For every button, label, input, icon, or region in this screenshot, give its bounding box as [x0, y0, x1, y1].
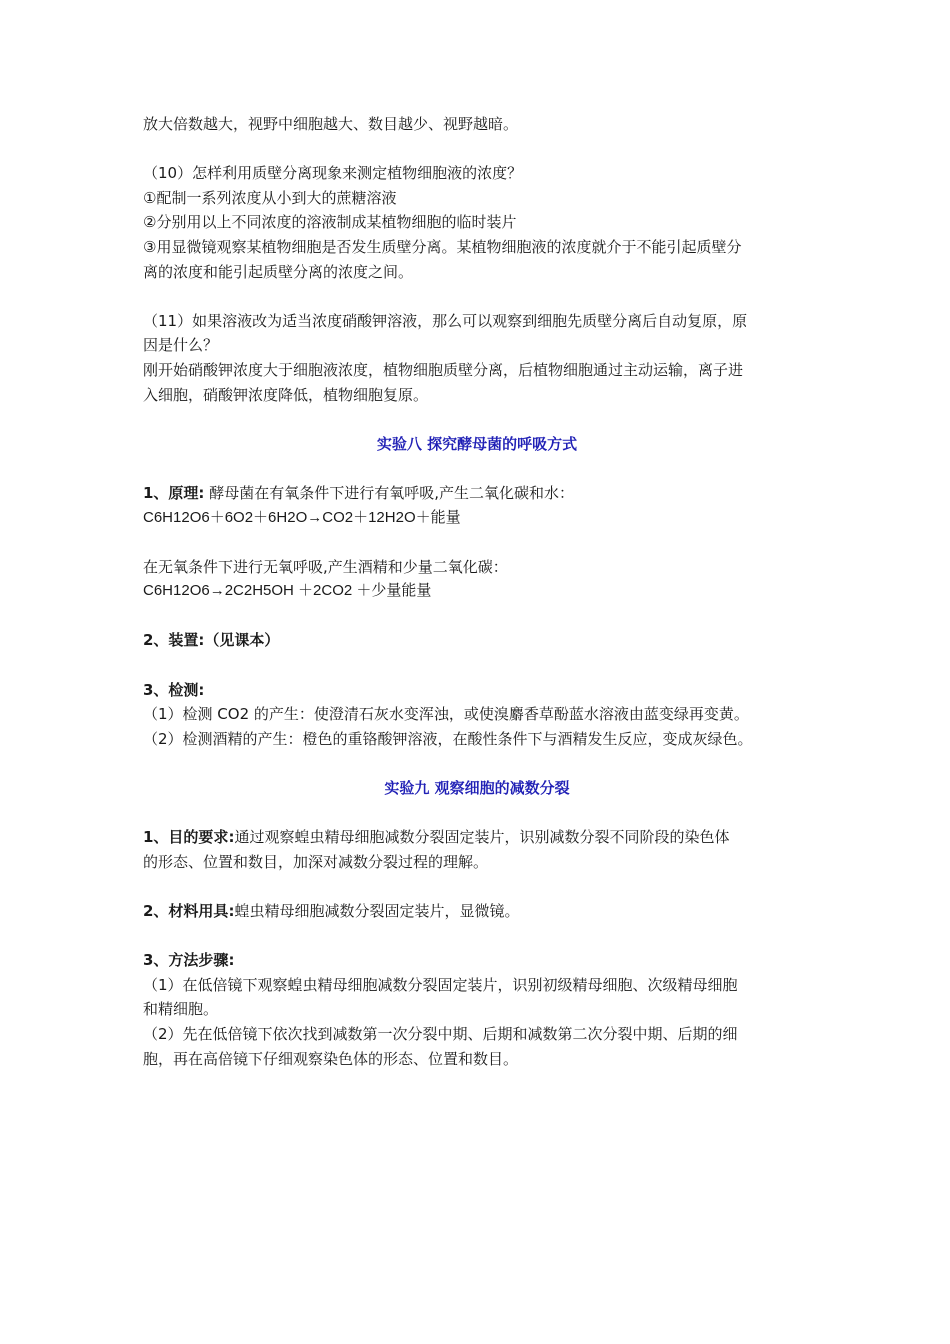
intro-line: 放大倍数越大，视野中细胞越大、数目越少、视野越暗。 [143, 115, 519, 133]
exp9-method1-line2: 和精细胞。 [143, 1000, 219, 1019]
q10-step2: ②分别用以上不同浓度的溶液制成某植物细胞的临时装片 [143, 213, 517, 232]
exp8-anaerobic-equation: C6H12O6→2C2H5OH ＋2CO2 ＋少量能量 [143, 582, 432, 600]
exp9-goal-line1 [143, 825, 811, 850]
exp8-device-label: 2、装置:（见课本） [143, 631, 280, 650]
exp8-title: 实验八 探究酵母菌的呼吸方式 [376, 434, 578, 453]
exp8-principle [143, 481, 811, 506]
q11-question-line2: 因是什么？ [143, 336, 219, 355]
exp9-method2-line2: 胞，再在高倍镜下仔细观察染色体的形态、位置和数目。 [143, 1049, 519, 1068]
q10-step3-line1: ③用显微镜观察某植物细胞是否发生质壁分离。某植物细胞液的浓度就介于不能引起质壁分 [143, 237, 742, 256]
exp8-detect1: （1）检测 CO2 的产生：使澄清石灰水变浑浊，或使溴麝香草酚蓝水溶液由蓝变绿再变黄。 [143, 705, 749, 724]
exp9-goal-label: 1、目的要求: [143, 828, 235, 847]
exp8-principle-label: 1、原理: [143, 483, 205, 502]
q11-answer-line1: 刚开始硝酸钾浓度大于细胞液浓度，植物细胞质壁分离，后植物细胞通过主动运输，离子进 [143, 360, 744, 379]
exp9-goal-text-line2: 的形态、位置和数目，加深对减数分裂过程的理解。 [143, 852, 489, 871]
exp9-method2-line1: （2）先在低倍镜下依次找到减数第一次分裂中期、后期和减数第二次分裂中期、后期的细 [143, 1024, 738, 1043]
exp9-materials [143, 899, 811, 924]
q10-step1: ①配制一系列浓度从小到大的蔗糖溶液 [143, 188, 397, 207]
document-body [143, 112, 811, 1071]
exp9-materials-label: 2、材料用具: [143, 902, 235, 920]
exp8-detect2: （2）检测酒精的产生：橙色的重铬酸钾溶液，在酸性条件下与酒精发生反应，变成灰绿色。 [143, 729, 753, 748]
exp8-aerobic-equation: C6H12O6＋6O2＋6H2O→CO2＋12H2O＋能量 [143, 508, 461, 526]
exp8-detect-label: 3、检测: [143, 680, 205, 699]
exp8-anaerobic-intro: 在无氧条件下进行无氧呼吸,产生酒精和少量二氧化碳： [143, 557, 508, 576]
q10-step3-line2: 离的浓度和能引起质壁分离的浓度之间。 [143, 262, 414, 281]
exp9-method1-line1: （1）在低倍镜下观察蝗虫精母细胞减数分裂固定装片，识别初级精母细胞、次级精母细胞 [143, 975, 738, 994]
q11-answer-line2: 入细胞，硝酸钾浓度降低，植物细胞复原。 [143, 385, 429, 404]
exp9-materials-text: 蝗虫精母细胞减数分裂固定装片，显微镜。 [234, 902, 520, 920]
exp9-goal-text-line1: 通过观察蝗虫精母细胞减数分裂固定装片，识别减数分裂不同阶段的染色体 [234, 828, 730, 847]
q10-question: （10）怎样利用质壁分离现象来测定植物细胞液的浓度？ [143, 164, 523, 183]
exp8-principle-text: 酵母菌在有氧条件下进行有氧呼吸,产生二氧化碳和水： [204, 483, 574, 502]
exp9-title: 实验九 观察细胞的减数分裂 [384, 779, 570, 798]
q11-question-line1: （11）如果溶液改为适当浓度硝酸钾溶液，那么可以观察到细胞先质壁分离后自动复原，原 [143, 311, 748, 330]
exp9-method-label: 3、方法步骤: [143, 951, 235, 970]
